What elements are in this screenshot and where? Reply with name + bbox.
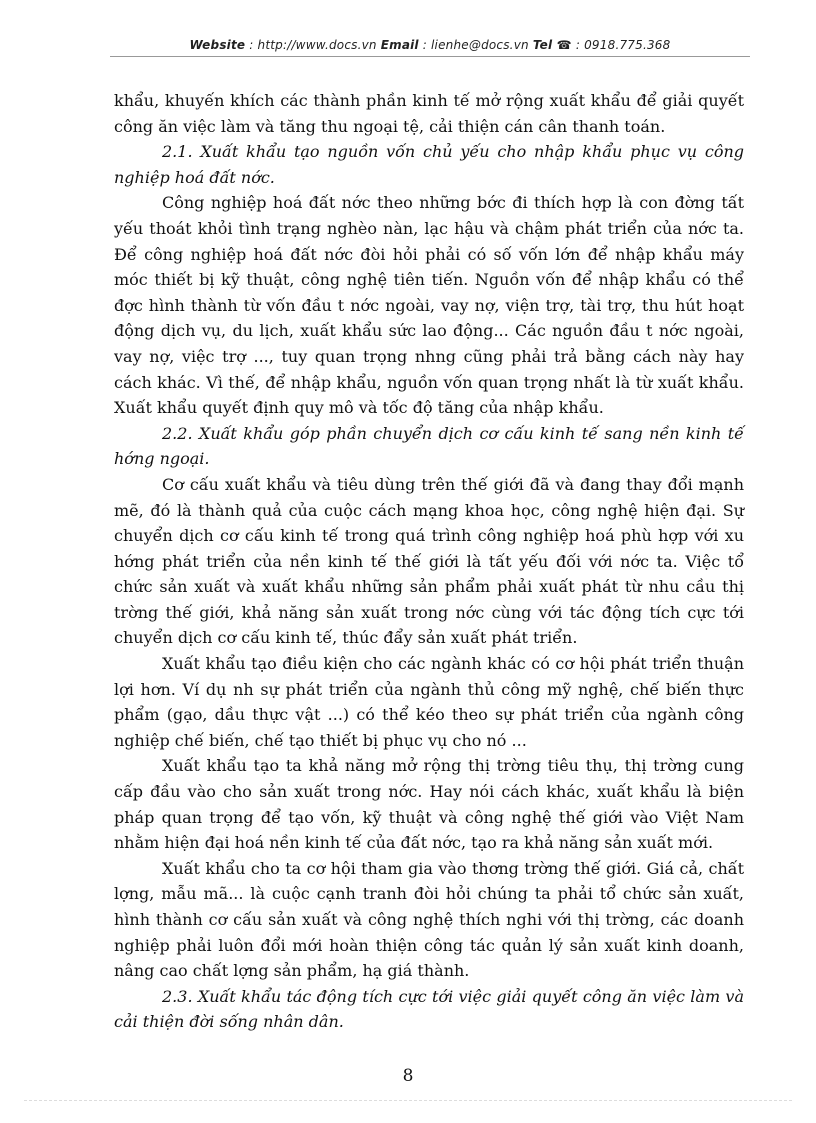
tel-value: : 0918.775.368: [571, 38, 671, 52]
email-value: : lienhe@docs.vn: [418, 38, 533, 52]
body-paragraph: Cơ cấu xuất khẩu và tiêu dùng trên thế giới đã và đang thay đổi mạnh mẽ, đó là thành quả của cuộc cách mạng khoa học, công nghệ hiện đại. Sự chuyển dịch cơ cấu kinh tế trong quá trình công nghiệp hoá phù hợp với xu hớng phát triển của nền kinh tế thế giới là tất yếu đối với nớc ta. Việc tổ chức sản xuất và xuất khẩu những sản phẩm phải xuất phát từ nhu cầu thị trờng thế giới, khả năng sản xuất trong nớc cùng với tác động tích cực tới chuyển dịch cơ cấu kinh tế, thúc đẩy sản xuất phát triển.: [114, 474, 744, 648]
website-label: Website: [189, 38, 246, 52]
body-paragraph: Công nghiệp hoá đất nớc theo những bớc đi thích hợp là con đờng tất yếu thoát khỏi tình trạng nghèo nàn, lạc hậu và chậm phát triển của nớc ta. Để công nghiệp hoá đất nớc đòi hỏi phải có số vốn lớn để nhập khẩu máy móc thiết bị kỹ thuật, công nghệ tiên tiến. Nguồn vốn để nhập khẩu có thể đợc hình thành từ vốn đầu t nớc ngoài, vay nợ, viện trợ, tài trợ, thu hút hoạt động dịch vụ, du lịch, xuất khẩu sức lao động... Các nguồn đầu t nớc ngoài, vay nợ, việc trợ ..., tuy quan trọng nhng cũng phải trả bằng cách này hay cách khác. Vì thế, để nhập khẩu, nguồn vốn quan trọng nhất là từ xuất khẩu. Xuất khẩu quyết định quy mô và tốc độ tăng của nhập khẩu.: [114, 193, 744, 418]
body-paragraph: Xuất khẩu tạo điều kiện cho các ngành khác có cơ hội phát triển thuận lợi hơn. Ví dụ nh sự phát triển của ngành thủ công mỹ nghệ, chế biến thực phẩm (gạo, dầu thực vật ...) có thể kéo theo sự phát triển của ngành công nghiệp chế biến, chế tạo thiết bị phục vụ cho nó ...: [114, 654, 744, 750]
paragraph-continuation: khẩu, khuyến khích các thành phần kinh tế mở rộng xuất khẩu để giải quyết công ăn việc làm và tăng thu ngoại tệ, cải thiện cán cân thanh toán.: [114, 91, 744, 136]
footer-divider: [24, 1100, 792, 1101]
website-value: : http://www.docs.vn: [245, 38, 381, 52]
header-divider: [110, 56, 750, 57]
body-paragraph: Xuất khẩu cho ta cơ hội tham gia vào thơng trờng thế giới. Giá cả, chất lợng, mẫu mã... là cuộc cạnh tranh đòi hỏi chúng ta phải tổ chức sản xuất, hình thành cơ cấu sản xuất và công nghệ thích nghi với thị trờng, các doanh nghiệp phải luôn đổi mới hoàn thiện công tác quản lý sản xuất kinh doanh, nâng cao chất lợng sản phẩm, hạ giá thành.: [114, 858, 744, 981]
section-heading-2-3: 2.3. Xuất khẩu tác động tích cực tới việc giải quyết công ăn việc làm và cải thiện đời sống nhân dân.: [114, 986, 744, 1032]
page-header: [110, 38, 750, 52]
section-heading-2-2: 2.2. Xuất khẩu góp phần chuyển dịch cơ cấu kinh tế sang nền kinh tế hớng ngoại.: [114, 423, 744, 469]
body-paragraph: Xuất khẩu tạo ta khả năng mở rộng thị trờng tiêu thụ, thị trờng cung cấp đầu vào cho sản xuất trong nớc. Hay nói cách khác, xuất khẩu là biện pháp quan trọng để tạo vốn, kỹ thuật và công nghệ thế giới vào Việt Nam nhằm hiện đại hoá nền kinh tế của đất nớc, tạo ra khả năng sản xuất mới.: [114, 756, 744, 853]
email-label: Email: [380, 38, 419, 52]
document-body: [114, 88, 744, 1035]
page-number: 8: [402, 1066, 414, 1086]
tel-label: Tel ☎: [532, 38, 572, 52]
section-heading-2-1: 2.1. Xuất khẩu tạo nguồn vốn chủ yếu cho nhập khẩu phục vụ công nghiệp hoá đất nớc.: [114, 142, 744, 187]
